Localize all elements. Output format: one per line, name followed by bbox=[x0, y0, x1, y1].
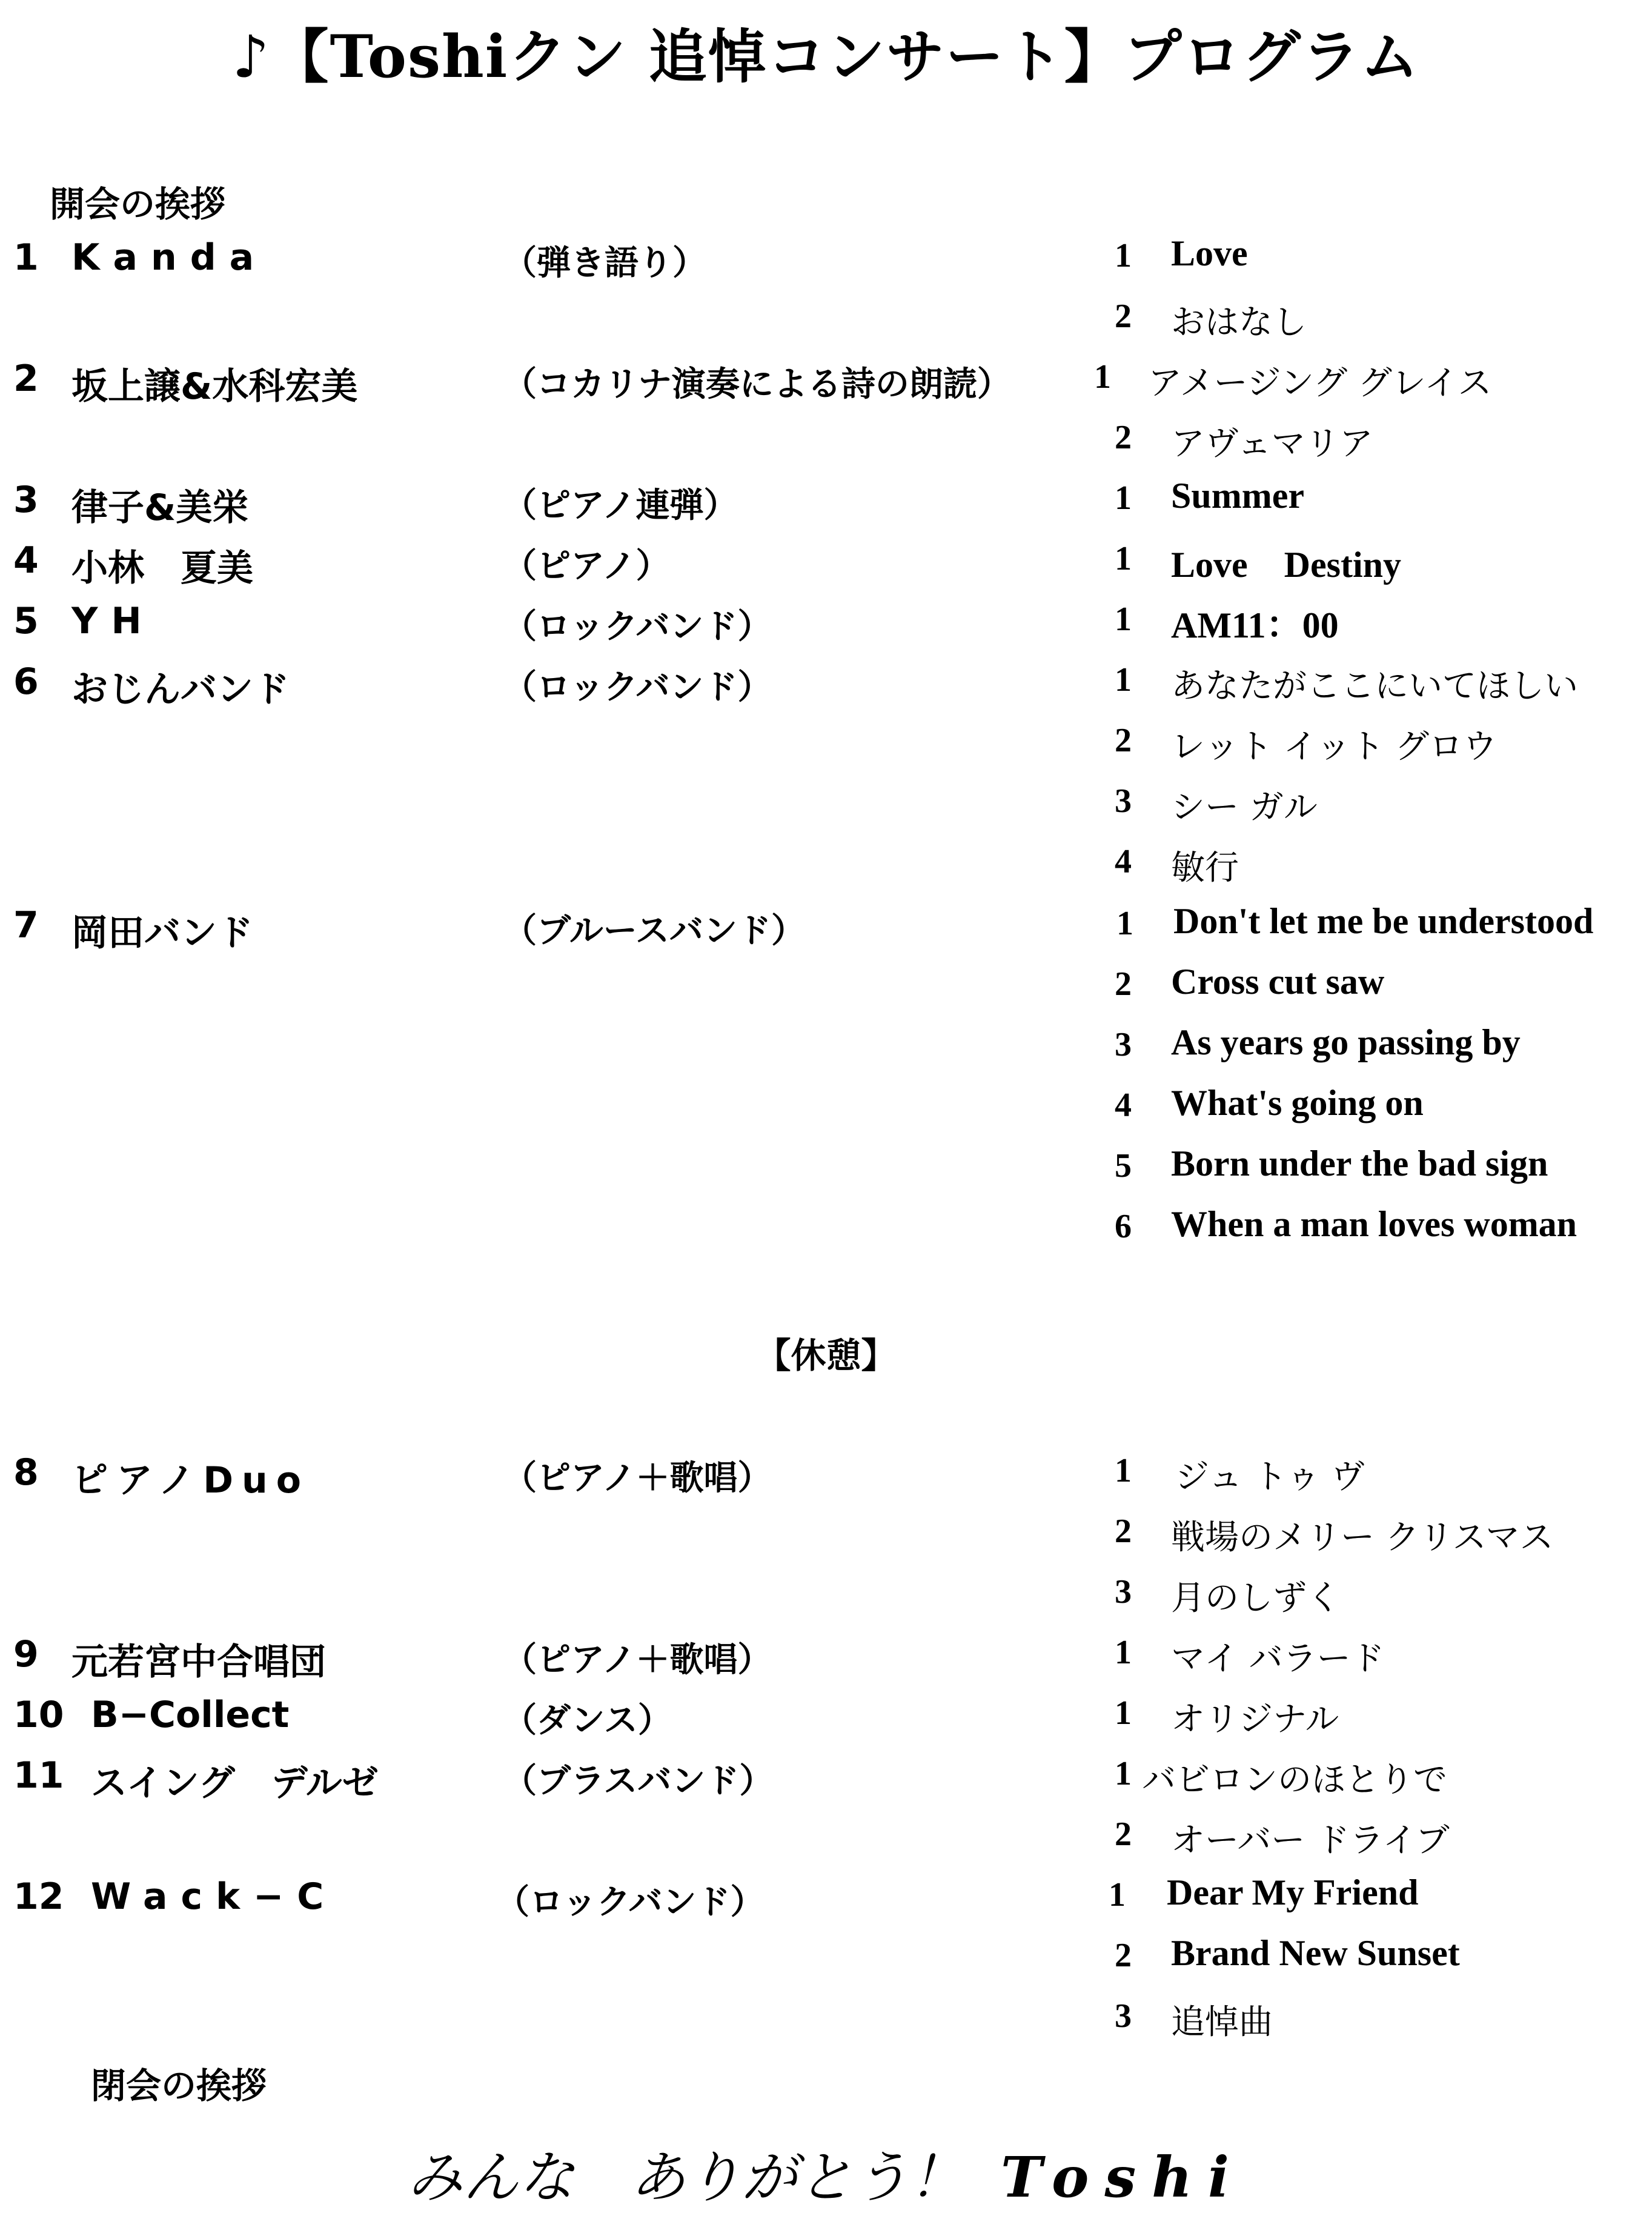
performer-name: おじんバンド bbox=[71, 668, 290, 711]
song-number: 1 bbox=[1115, 1755, 1132, 1792]
song-title: AM11：00 bbox=[1171, 605, 1339, 645]
performer-number: 3 bbox=[13, 479, 39, 521]
song-title: Summer bbox=[1171, 476, 1304, 516]
song-number: 1 bbox=[1115, 601, 1132, 638]
song-title: おはなし bbox=[1171, 303, 1307, 342]
performer-number: 4 bbox=[13, 539, 39, 582]
song-number: 3 bbox=[1115, 1573, 1132, 1611]
song-number: 1 bbox=[1116, 905, 1133, 942]
signature: Toshi bbox=[1001, 2145, 1245, 2210]
opening-remarks: 開会の挨拶 bbox=[50, 184, 226, 225]
song-number: 2 bbox=[1115, 419, 1132, 456]
song-title: レット イット グロウ bbox=[1171, 727, 1497, 767]
closing-remarks: 閉会の挨拶 bbox=[91, 2065, 267, 2106]
performer-genre: （ロックバンド） bbox=[503, 607, 772, 647]
performer-name: スイング デルゼ bbox=[91, 1762, 379, 1805]
performer-genre: （ピアノ＋歌唱） bbox=[503, 1640, 772, 1680]
song-title: 敏行 bbox=[1171, 848, 1239, 888]
performer-number: 9 bbox=[13, 1633, 39, 1676]
song-title: What's going on bbox=[1171, 1083, 1424, 1123]
performer-genre: （弾き語り） bbox=[503, 244, 706, 283]
song-title: アヴェマリア bbox=[1171, 424, 1373, 464]
song-number: 4 bbox=[1115, 1087, 1132, 1124]
song-title: シー ガル bbox=[1171, 788, 1318, 827]
performer-genre: （コカリナ演奏による詩の朗読） bbox=[503, 365, 1011, 404]
song-number: 3 bbox=[1115, 1997, 1132, 2035]
song-number: 1 bbox=[1115, 540, 1132, 577]
performer-genre: （ブラスバンド） bbox=[503, 1762, 774, 1801]
performer-number: 12 bbox=[13, 1875, 64, 1918]
song-title: オリジナル bbox=[1171, 1700, 1339, 1739]
song-number: 5 bbox=[1115, 1147, 1132, 1185]
song-title: ジュ トゥ ヴ bbox=[1175, 1457, 1365, 1497]
song-title: Dear My Friend bbox=[1167, 1872, 1419, 1912]
performer-genre: （ピアノ連弾） bbox=[503, 486, 738, 525]
performer-name: 小林 夏美 bbox=[71, 547, 253, 590]
performer-name: B−Collect bbox=[91, 1694, 290, 1736]
footer-message bbox=[0, 2133, 1652, 2213]
song-number: 2 bbox=[1115, 298, 1132, 335]
performer-number: 7 bbox=[13, 904, 39, 947]
song-title: Born under the bad sign bbox=[1171, 1143, 1548, 1183]
song-number: 1 bbox=[1115, 661, 1132, 699]
performer-name: YH bbox=[71, 600, 155, 642]
song-title: アメージング グレイス bbox=[1148, 364, 1492, 403]
song-number: 3 bbox=[1115, 1026, 1132, 1063]
performer-name: 元若宮中合唱団 bbox=[71, 1641, 326, 1683]
song-number: 6 bbox=[1115, 1208, 1132, 1245]
song-title: As years go passing by bbox=[1171, 1022, 1521, 1062]
performer-name: 律子&美栄 bbox=[71, 487, 249, 529]
performer-genre: （ダンス） bbox=[503, 1701, 672, 1740]
song-number: 1 bbox=[1115, 479, 1132, 517]
song-number: 4 bbox=[1115, 843, 1132, 880]
performer-number: 11 bbox=[13, 1754, 64, 1797]
performer-name: 岡田バンド bbox=[71, 912, 253, 954]
performer-name: Wack−C bbox=[91, 1875, 337, 1918]
song-title: オーバー ドライブ bbox=[1171, 1821, 1450, 1860]
performer-number: 2 bbox=[13, 358, 39, 400]
intermission-label: 【休憩】 bbox=[755, 1335, 897, 1376]
song-number: 2 bbox=[1115, 965, 1132, 1003]
page-title: ♪【Toshiクン 追悼コンサート】プログラム bbox=[232, 22, 1420, 91]
performer-number: 1 bbox=[13, 236, 39, 279]
thanks-message: みんな ありがとう！ bbox=[407, 2145, 965, 2210]
performer-number: 10 bbox=[13, 1694, 64, 1736]
song-number: 1 bbox=[1115, 1694, 1132, 1732]
performer-number: 6 bbox=[13, 661, 39, 703]
performer-number: 8 bbox=[13, 1451, 39, 1494]
performer-genre: （ピアノ＋歌唱） bbox=[503, 1459, 772, 1498]
song-number: 1 bbox=[1115, 237, 1132, 275]
song-title: Love bbox=[1171, 233, 1248, 273]
performer-name: Kanda bbox=[71, 236, 268, 279]
song-title: あなたがここにいてほしい bbox=[1171, 667, 1578, 706]
song-title: Love Destiny bbox=[1171, 545, 1401, 585]
song-number: 2 bbox=[1115, 1937, 1132, 1974]
performer-genre: （ブルースバンド） bbox=[503, 911, 805, 951]
performer-genre: （ピアノ） bbox=[503, 547, 670, 586]
song-title: 戦場のメリー クリスマス bbox=[1171, 1518, 1554, 1557]
song-title: Don't let me be understood bbox=[1173, 901, 1594, 941]
song-number: 3 bbox=[1115, 782, 1132, 820]
song-title: バビロンのほとりで bbox=[1142, 1760, 1447, 1800]
performer-name: 坂上譲&水科宏美 bbox=[71, 365, 358, 408]
song-title: マイ バラード bbox=[1171, 1639, 1385, 1679]
performer-genre: （ロックバンド） bbox=[496, 1883, 765, 1922]
song-title: 追悼曲 bbox=[1171, 2003, 1273, 2042]
performer-name: ピアノDuo bbox=[71, 1459, 310, 1502]
song-title: 月のしずく bbox=[1171, 1579, 1341, 1618]
performer-genre: （ロックバンド） bbox=[503, 668, 772, 707]
song-title: Brand New Sunset bbox=[1171, 1933, 1460, 1973]
song-number: 1 bbox=[1115, 1634, 1132, 1671]
performer-number: 5 bbox=[13, 600, 39, 642]
song-number: 1 bbox=[1094, 358, 1111, 396]
song-number: 2 bbox=[1115, 1512, 1132, 1550]
song-number: 1 bbox=[1115, 1452, 1132, 1489]
song-number: 1 bbox=[1109, 1876, 1126, 1914]
song-number: 2 bbox=[1115, 722, 1132, 759]
song-title: Cross cut saw bbox=[1171, 962, 1385, 1002]
song-number: 2 bbox=[1115, 1815, 1132, 1853]
song-title: When a man loves woman bbox=[1171, 1204, 1577, 1244]
